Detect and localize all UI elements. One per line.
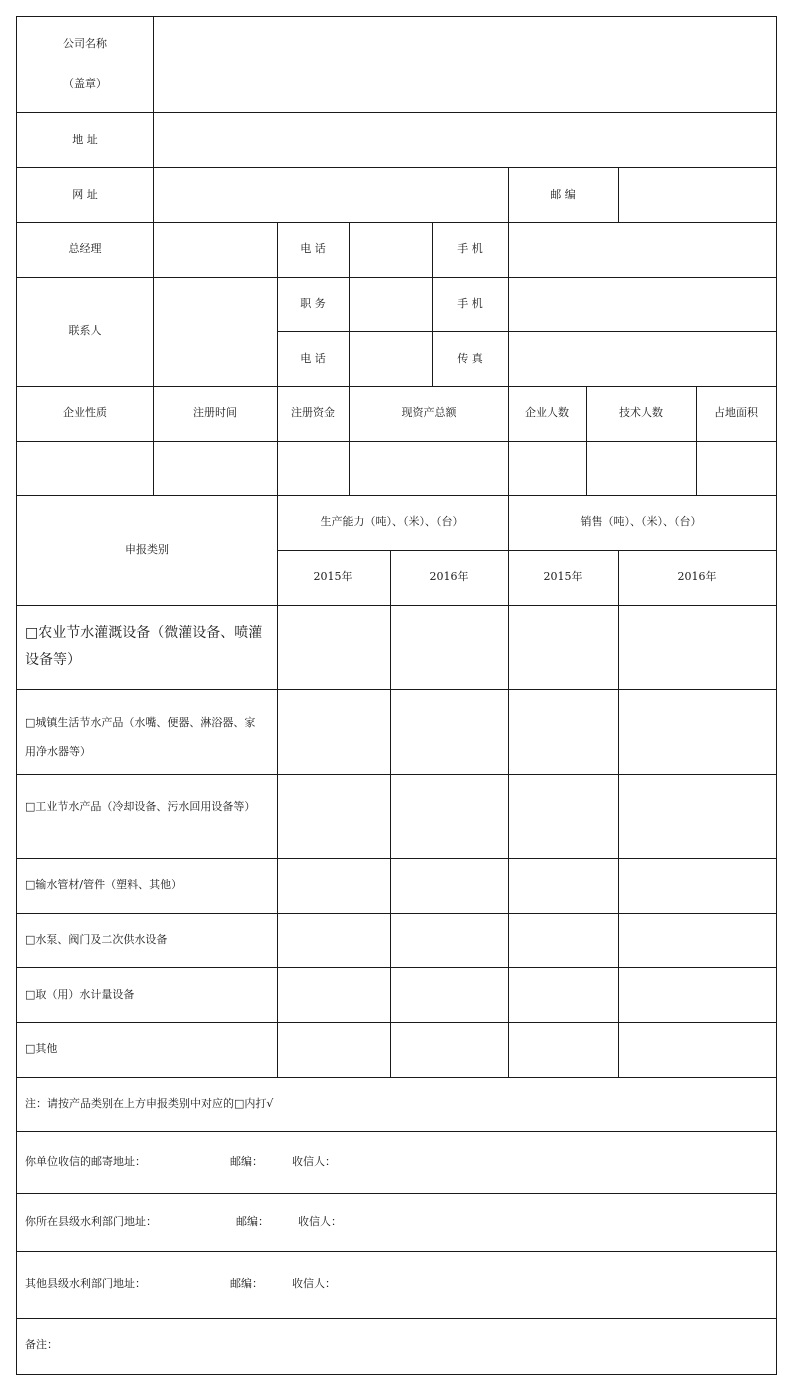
row-line	[16, 386, 777, 387]
company-seal-label: （盖章）	[63, 77, 107, 90]
manager-mobile-field[interactable]	[509, 223, 776, 277]
county-address-row[interactable]	[17, 1194, 776, 1251]
contact-phone-field[interactable]	[350, 332, 432, 386]
registration-date-field[interactable]	[154, 442, 277, 495]
contact-label: 联系人	[68, 324, 102, 337]
total-assets-field[interactable]	[350, 442, 508, 495]
company-name-field[interactable]	[154, 17, 776, 112]
contact-fax-label: 传 真	[457, 352, 483, 365]
sales-header: 销售（吨）、（米）、（台）	[580, 515, 702, 528]
other-county-address-row[interactable]	[17, 1252, 776, 1318]
capacity-year-2016: 2016年	[429, 570, 469, 583]
mailing-postcode-label: 邮编：	[230, 1155, 263, 1168]
category-note: 注：请按产品类别在上方申报类别中对应的□内打√	[25, 1097, 274, 1110]
total-assets-header: 现资产总额	[401, 406, 457, 419]
category-industrial-water-saving[interactable]: □工业节水产品（冷却设备、污水回用设备等）	[25, 800, 256, 813]
other-county-address-label: 其他县级水利部门地址：	[25, 1277, 146, 1290]
other-county-postcode-label: 邮编：	[230, 1277, 263, 1290]
postcode-label: 邮 编	[550, 188, 576, 201]
row-line	[16, 774, 777, 775]
category-urban-water-saving[interactable]: □城镇生活节水产品（水嘴、便器、淋浴器、家用净水器等）	[25, 716, 256, 758]
registration-date-header: 注册时间	[193, 406, 237, 419]
sales-year-2015: 2015年	[543, 570, 583, 583]
contact-phone-label: 电 话	[300, 352, 326, 365]
county-postcode-label: 邮编：	[236, 1215, 269, 1228]
technical-staff-header: 技术人数	[619, 406, 663, 419]
manager-phone-label: 电 话	[300, 242, 326, 255]
manager-name-field[interactable]	[154, 223, 277, 277]
address-field[interactable]	[154, 113, 776, 167]
row-line	[16, 1022, 777, 1023]
category-pipes-fittings[interactable]: □输水管材/管件（塑料、其他）	[25, 878, 183, 891]
category-agricultural-irrigation[interactable]: □农业节水灌溉设备（微灌设备、喷灌设备等）	[25, 625, 263, 668]
capacity-year-2015: 2015年	[313, 570, 353, 583]
col-line	[618, 550, 619, 1078]
technical-staff-field[interactable]	[587, 442, 696, 495]
row-line	[16, 605, 777, 606]
row-line	[16, 1077, 777, 1078]
employee-count-header: 企业人数	[525, 406, 569, 419]
county-address-label: 你所在县级水利部门地址：	[25, 1215, 157, 1228]
manager-mobile-label: 手 机	[457, 242, 483, 255]
row-line	[277, 550, 777, 551]
contact-fax-field[interactable]	[509, 332, 776, 386]
col-line	[432, 222, 433, 387]
contact-title-label: 职 务	[300, 297, 326, 310]
border-right	[776, 16, 777, 1375]
manager-phone-field[interactable]	[350, 223, 432, 277]
row-line	[16, 913, 777, 914]
enterprise-type-header: 企业性质	[63, 406, 107, 419]
enterprise-type-field[interactable]	[17, 442, 153, 495]
row-line	[16, 495, 777, 496]
contact-mobile-label: 手 机	[457, 297, 483, 310]
capacity-header: 生产能力（吨）、（米）、（台）	[320, 515, 464, 528]
county-recipient-label: 收信人：	[298, 1215, 342, 1228]
registered-capital-field[interactable]	[278, 442, 349, 495]
employee-count-field[interactable]	[509, 442, 586, 495]
category-water-metering[interactable]: □取（用）水计量设备	[25, 988, 135, 1001]
sales-year-2016: 2016年	[677, 570, 717, 583]
col-line	[508, 167, 509, 222]
border-bottom	[16, 1374, 777, 1375]
declaration-category-header: 申报类别	[125, 543, 169, 556]
remarks-field[interactable]	[80, 1319, 776, 1374]
row-line	[16, 858, 777, 859]
mailing-address-label: 你单位收信的邮寄地址：	[25, 1155, 146, 1168]
manager-label: 总经理	[68, 242, 102, 255]
contact-title-field[interactable]	[350, 278, 432, 331]
contact-mobile-field[interactable]	[509, 278, 776, 331]
land-area-header: 占地面积	[714, 406, 758, 419]
address-label: 地 址	[72, 133, 98, 146]
mailing-address-row[interactable]	[17, 1132, 776, 1193]
contact-name-field[interactable]	[154, 278, 277, 386]
registered-capital-header: 注册资金	[291, 406, 335, 419]
mailing-recipient-label: 收信人：	[292, 1155, 336, 1168]
category-pumps-valves[interactable]: □水泵、阀门及二次供水设备	[25, 933, 168, 946]
website-field[interactable]	[154, 168, 508, 222]
land-area-field[interactable]	[697, 442, 776, 495]
company-name-label: 公司名称	[63, 37, 107, 50]
postcode-field[interactable]	[619, 168, 776, 222]
website-label: 网 址	[72, 188, 98, 201]
col-line	[277, 222, 278, 1078]
row-line	[16, 689, 777, 690]
row-line	[16, 967, 777, 968]
remarks-label: 备注：	[25, 1338, 58, 1351]
category-other[interactable]: □其他	[25, 1042, 58, 1055]
other-county-recipient-label: 收信人：	[292, 1277, 336, 1290]
col-line	[390, 550, 391, 1078]
